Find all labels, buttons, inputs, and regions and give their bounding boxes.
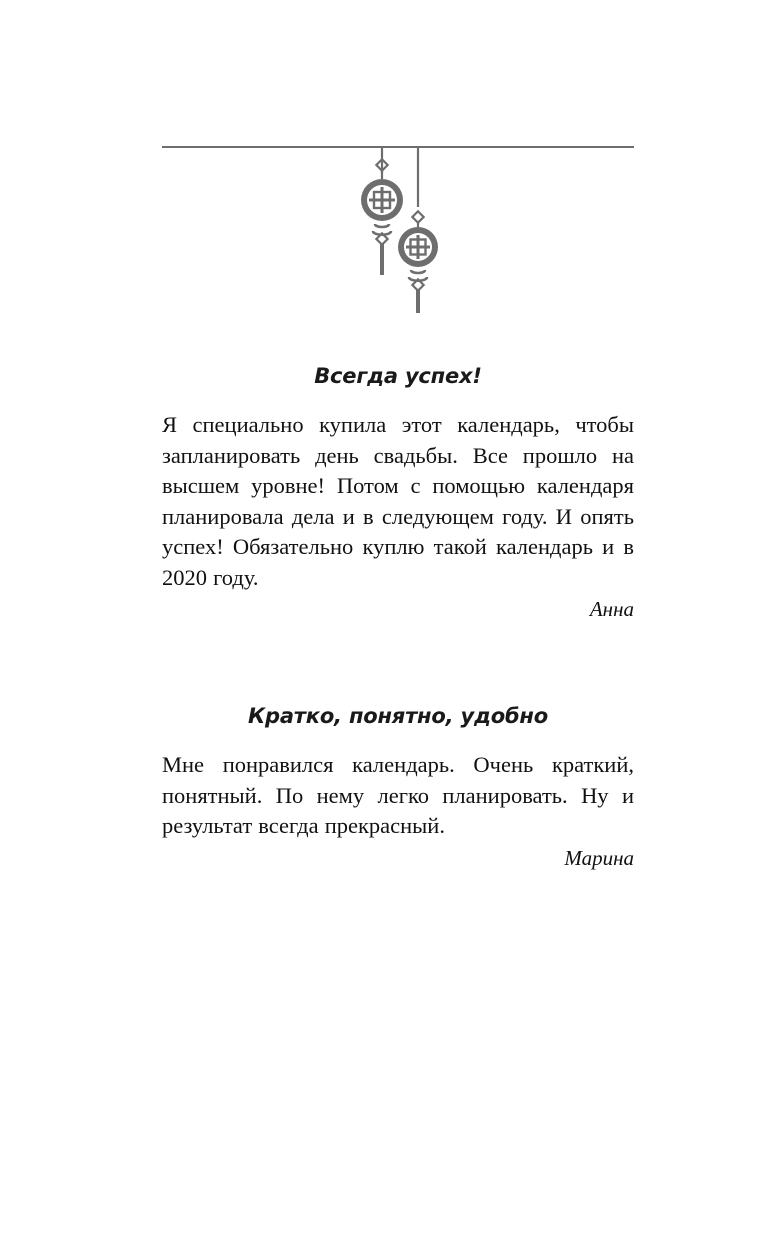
- review-title: Всегда успех!: [314, 364, 482, 388]
- review-text: Я специально купила этот календарь, чтобы запланировать день свадьбы. Все прошло на высшем уровне! Потом с помощью календаря планировала дела и в следующем году. И опять успех! Обязательно куплю такой календарь и в 2020 году.: [162, 412, 634, 590]
- review-text: Мне понравился календарь. Очень краткий, понятный. По нему легко планировать. Ну и результат всегда прекрасный.: [162, 752, 634, 838]
- review-author: Анна: [589, 597, 634, 621]
- review-author: Марина: [564, 845, 634, 870]
- review-marina: [162, 704, 634, 871]
- review-title: Кратко, понятно, удобно: [248, 704, 548, 728]
- review-anna: [162, 364, 634, 622]
- chinese-lantern-ornament-icon: [340, 147, 460, 317]
